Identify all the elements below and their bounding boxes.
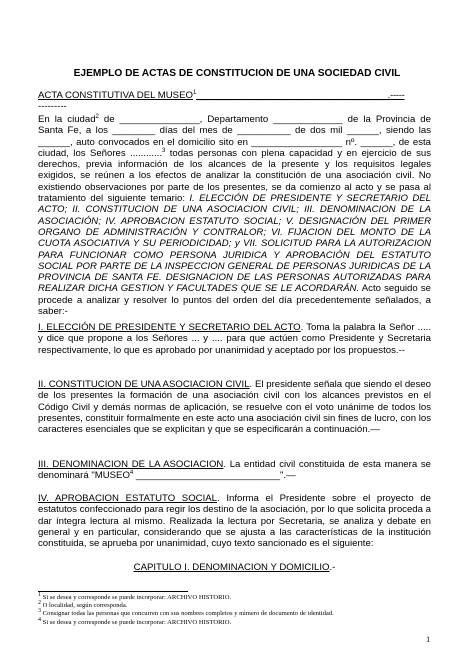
acta-heading	[38, 90, 431, 113]
footnote-2-number: 2	[38, 600, 41, 607]
footnote-3-text: Consignar todas las personas que concurren con sus nombres completos y número de documento de identidad.	[41, 610, 334, 618]
chapter-tail: .-	[329, 562, 336, 573]
acta-heading-blank: ______________________________________.-----	[196, 90, 405, 101]
section-4-heading: IV. APROBACION ESTATUTO SOCIAL	[38, 493, 217, 504]
footnote-ref-3: 3	[162, 147, 166, 154]
section-2-heading: II. CONSTITUCION DE UNA ASOCIACION CIVIL	[38, 379, 250, 390]
footnote-ref-1: 1	[192, 89, 197, 96]
acta-heading-text: ACTA CONSTITUTIVA DEL MUSEO	[38, 90, 193, 101]
page-title: EJEMPLO DE ACTAS DE CONSTITUCION DE UNA SOCIEDAD CIVIL	[73, 68, 401, 79]
footnote-divider	[38, 591, 188, 592]
footnote-1-number: 1	[38, 591, 41, 598]
acta-heading-dashes: ---------	[38, 101, 67, 113]
footnote-2-text: O localidad, según corresponda.	[41, 602, 128, 610]
chapter-heading	[38, 562, 431, 573]
section-4	[38, 493, 431, 549]
intro-start: En la ciudad	[38, 114, 96, 125]
intro-body: de _______________, Departamento _____________ de la Provincia de Santa Fe, a los ________ días del mes de __________ de dos mil ______, siendo las ______, auto convocados en el domicilio sito en _________________ nº. ______, de esta ciudad, los Señores ............	[38, 114, 431, 159]
section-2-body: . El presidente señala que siendo el deseo de los presentes la formación de una asociación civil con los alcances previstos en el Código Civil y demás normas de aplicación, se resuelve con el voto unánime de todos los presentes, constituir formalmente en este acto una asociación civil sin fines de lucro, con los caracteres esenciales que se explicitan y que se especificarán a continuación.—	[38, 379, 431, 436]
footnote-1	[38, 591, 431, 602]
footnote-ref-2: 2	[95, 113, 99, 120]
section-3-heading: III. DENOMINACION DE LA ASOCIACION	[38, 459, 224, 470]
intro-paragraph	[38, 114, 431, 317]
intro-body-2: todas personas con plena capacidad y en ejercicio de sus derechos, previa información de los alcances de la presente y los requisitos legales exigidos, se reúnen a los efectos de analizar la constitución de una asociación civil. No existiendo observaciones por parte de los presentes, se da comienzo al acto y se pasa al tratamiento del siguiente temario:	[38, 147, 431, 205]
page-number: 1	[426, 634, 431, 644]
footnote-3-number: 3	[38, 608, 41, 615]
footnote-4-number: 4	[38, 616, 41, 623]
section-1-heading: I. ELECCIÓN DE PRESIDENTE Y SECRETARIO DEL ACTO	[38, 322, 301, 333]
chapter-title: CAPITULO I. DENOMINACION Y DOMICILIO	[133, 562, 330, 573]
footnote-1-text: Si se desea y corresponde se puede incorporar: ARCHIVO HISTORIO.	[41, 594, 232, 601]
section-3-body-2: ___________________________".—	[133, 470, 296, 482]
section-1	[38, 322, 431, 356]
section-3-body: . La entidad civil constituida de esta manera se denominará "MUSEO	[38, 459, 431, 482]
intro-closing: Acto seguido se procede a analizar y resolver lo puntos del orden del día precedentemente señalados, a saber:-	[38, 283, 431, 318]
footnote-4	[38, 616, 431, 627]
footnote-3	[38, 610, 431, 618]
section-1-body: . Toma la palabra la Señor ..... y dice que propone a los Señores ... y .... para que actúen como Presidente y Secretaria respectivamente, lo que es aprobado por unanimidad y aceptado por los propuestos.--	[38, 322, 431, 356]
temario: I. ELECCIÓN DE PRESIDENTE Y SECRETARIO DEL ACTO; II. CONSTITUCION DE UNA ASOCIACION CIVIL; III. DENOMINACION DE LA ASOCIACIÓN; IV. APROBACION ESTATUTO SOCIAL; V. DESIGNACIÓN DEL PRIMER ORGANO DE ADMINISTRACIÓN Y CONTRALOR; VI. FIJACION DEL MONTO DE LA CUOTA ASOCIATIVA Y SU PERIODICIDAD; y VII. SOLICITUD PARA LA AUTORIZACION PARA FUNCIONAR COMO PERSONA JURIDICA Y APROBACIÓN DEL ESTATUTO SOCIAL POR PARTE DE LA INSPECCION GENERAL DE PERSONAS JURIDICAS DE LA PROVINCIA DE SANTA FE. DESIGNACION DE LAS PERSONAS AUTORIZADAS PARA REALIZAR DICHA GESTION Y FACULTADES QUE SE LE ACORDARÁN.	[38, 193, 431, 295]
footnote-4-text: Si se desea y corresponde se puede incorporar: ARCHIVO HISTORIO.	[41, 618, 232, 626]
section-2	[38, 379, 431, 435]
section-3	[38, 459, 431, 482]
footnotes	[38, 591, 431, 627]
footnote-ref-4: 4	[129, 470, 134, 477]
section-4-body: . Informa el Presidente sobre el proyecto de estatutos confeccionado para regir los destino de la asociación, por lo que solicita proceda a dar íntegra lectura al mismo. Realizada la lectura por Secretaria, se analiza y debate en general y en particular, considerando que se ajusta a las características de la institución constituida, se aprueba por unanimidad, cuyo texto sancionado es el siguiente:	[38, 493, 431, 550]
